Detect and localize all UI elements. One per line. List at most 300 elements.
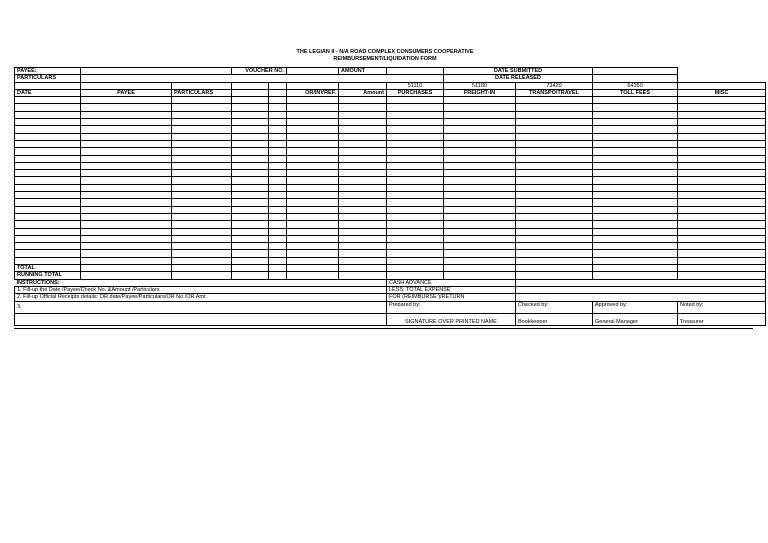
cell[interactable]: [444, 119, 516, 126]
cell[interactable]: [678, 111, 766, 118]
cell[interactable]: [232, 177, 269, 184]
cell[interactable]: [287, 126, 339, 133]
cell[interactable]: [387, 213, 444, 220]
cell[interactable]: [444, 257, 516, 264]
cell[interactable]: [172, 155, 232, 162]
cell[interactable]: [678, 97, 766, 104]
cell[interactable]: [339, 235, 387, 242]
cell[interactable]: [232, 162, 269, 169]
cell[interactable]: [172, 243, 232, 250]
cell[interactable]: [81, 221, 172, 228]
cell[interactable]: [593, 140, 678, 147]
cell[interactable]: [516, 192, 593, 199]
cell[interactable]: [444, 126, 516, 133]
cell[interactable]: [339, 155, 387, 162]
cell[interactable]: [15, 177, 81, 184]
date-submitted-field[interactable]: [593, 68, 678, 75]
cell[interactable]: [444, 250, 516, 257]
cell[interactable]: [387, 104, 444, 111]
cell[interactable]: [593, 213, 678, 220]
cell[interactable]: [15, 140, 81, 147]
cell[interactable]: [232, 272, 269, 279]
cell[interactable]: [387, 192, 444, 199]
cell[interactable]: [516, 133, 593, 140]
cell[interactable]: [444, 162, 516, 169]
cell[interactable]: [678, 119, 766, 126]
cell[interactable]: [387, 97, 444, 104]
cell[interactable]: [232, 184, 269, 191]
cell[interactable]: [593, 162, 678, 169]
cell[interactable]: [172, 213, 232, 220]
cell[interactable]: [339, 206, 387, 213]
cell[interactable]: [172, 97, 232, 104]
cell[interactable]: [269, 235, 287, 242]
cell[interactable]: [172, 177, 232, 184]
cell[interactable]: [339, 104, 387, 111]
cell[interactable]: [287, 213, 339, 220]
cell[interactable]: [516, 126, 593, 133]
cell[interactable]: [15, 162, 81, 169]
cell[interactable]: [339, 119, 387, 126]
cell[interactable]: [81, 235, 172, 242]
cell[interactable]: [287, 221, 339, 228]
cell[interactable]: [339, 177, 387, 184]
cell[interactable]: [232, 97, 269, 104]
cell[interactable]: [81, 133, 172, 140]
cell[interactable]: [81, 148, 172, 155]
cell[interactable]: [678, 192, 766, 199]
cell[interactable]: [678, 250, 766, 257]
cell[interactable]: [444, 97, 516, 104]
cell[interactable]: [387, 148, 444, 155]
cell[interactable]: [287, 206, 339, 213]
cell[interactable]: [678, 235, 766, 242]
cell[interactable]: [516, 199, 593, 206]
cell[interactable]: [516, 140, 593, 147]
cell[interactable]: [172, 199, 232, 206]
cell[interactable]: [232, 155, 269, 162]
cell[interactable]: [269, 199, 287, 206]
cell[interactable]: [269, 104, 287, 111]
cell[interactable]: [593, 155, 678, 162]
cell[interactable]: [339, 148, 387, 155]
cell[interactable]: [269, 272, 287, 279]
payee-field[interactable]: [81, 68, 232, 75]
cell[interactable]: [269, 243, 287, 250]
cell[interactable]: [678, 104, 766, 111]
cell[interactable]: [81, 213, 172, 220]
cell[interactable]: [232, 170, 269, 177]
cell[interactable]: [81, 257, 172, 264]
cell[interactable]: [81, 184, 172, 191]
cell[interactable]: [15, 228, 81, 235]
cell[interactable]: [269, 228, 287, 235]
cell[interactable]: [339, 221, 387, 228]
cell[interactable]: [232, 235, 269, 242]
cell[interactable]: [593, 228, 678, 235]
cell[interactable]: [444, 243, 516, 250]
cell[interactable]: [15, 148, 81, 155]
cell[interactable]: [678, 221, 766, 228]
cell[interactable]: [339, 228, 387, 235]
cell[interactable]: [678, 170, 766, 177]
cell[interactable]: [172, 119, 232, 126]
cell[interactable]: [678, 184, 766, 191]
cell[interactable]: [387, 206, 444, 213]
cell[interactable]: [232, 206, 269, 213]
cell[interactable]: [387, 177, 444, 184]
cell[interactable]: [232, 148, 269, 155]
cell[interactable]: [516, 119, 593, 126]
date-released-field[interactable]: [593, 75, 678, 82]
cell[interactable]: [678, 228, 766, 235]
cell[interactable]: [172, 257, 232, 264]
cell[interactable]: [678, 257, 766, 264]
cell[interactable]: [172, 104, 232, 111]
cell[interactable]: [232, 192, 269, 199]
cell[interactable]: [269, 155, 287, 162]
cell[interactable]: [444, 111, 516, 118]
cell[interactable]: [516, 228, 593, 235]
cell[interactable]: [269, 119, 287, 126]
cell[interactable]: [172, 221, 232, 228]
cell[interactable]: [593, 148, 678, 155]
cell[interactable]: [339, 140, 387, 147]
cash-advance-field[interactable]: [516, 279, 766, 286]
cell[interactable]: [593, 265, 678, 272]
cell[interactable]: [593, 184, 678, 191]
cell[interactable]: [269, 126, 287, 133]
cell[interactable]: [593, 221, 678, 228]
cell[interactable]: [444, 184, 516, 191]
voucher-no-field[interactable]: [287, 68, 339, 75]
cell[interactable]: [15, 155, 81, 162]
cell[interactable]: [287, 155, 339, 162]
cell[interactable]: [387, 243, 444, 250]
cell[interactable]: [269, 184, 287, 191]
cell[interactable]: [387, 235, 444, 242]
cell[interactable]: [678, 126, 766, 133]
cell[interactable]: [232, 221, 269, 228]
cell[interactable]: [593, 206, 678, 213]
cell[interactable]: [516, 265, 593, 272]
cell[interactable]: [269, 257, 287, 264]
cell[interactable]: [287, 97, 339, 104]
cell[interactable]: [269, 265, 287, 272]
cell[interactable]: [387, 199, 444, 206]
cell[interactable]: [81, 97, 172, 104]
cell[interactable]: [269, 111, 287, 118]
cell[interactable]: [387, 155, 444, 162]
cell[interactable]: [339, 243, 387, 250]
cell[interactable]: [269, 177, 287, 184]
cell[interactable]: [232, 119, 269, 126]
cell[interactable]: [81, 119, 172, 126]
cell[interactable]: [269, 213, 287, 220]
cell[interactable]: [678, 177, 766, 184]
cell[interactable]: [81, 177, 172, 184]
cell[interactable]: [387, 250, 444, 257]
cell[interactable]: [444, 228, 516, 235]
cell[interactable]: [387, 228, 444, 235]
cell[interactable]: [593, 170, 678, 177]
cell[interactable]: [15, 111, 81, 118]
cell[interactable]: [172, 133, 232, 140]
cell[interactable]: [232, 243, 269, 250]
cell[interactable]: [516, 162, 593, 169]
cell[interactable]: [339, 170, 387, 177]
cell[interactable]: [287, 177, 339, 184]
cell[interactable]: [287, 257, 339, 264]
cell[interactable]: [172, 184, 232, 191]
cell[interactable]: [339, 111, 387, 118]
cell[interactable]: [678, 272, 766, 279]
cell[interactable]: [593, 111, 678, 118]
cell[interactable]: [444, 148, 516, 155]
cell[interactable]: [593, 104, 678, 111]
cell[interactable]: [339, 97, 387, 104]
cell[interactable]: [593, 192, 678, 199]
cell[interactable]: [287, 184, 339, 191]
cell[interactable]: [232, 213, 269, 220]
cell[interactable]: [81, 140, 172, 147]
cell[interactable]: [516, 257, 593, 264]
cell[interactable]: [287, 265, 339, 272]
cell[interactable]: [593, 177, 678, 184]
cell[interactable]: [339, 213, 387, 220]
cell[interactable]: [678, 243, 766, 250]
cell[interactable]: [339, 192, 387, 199]
cell[interactable]: [516, 170, 593, 177]
cell[interactable]: [678, 155, 766, 162]
cell[interactable]: [516, 104, 593, 111]
cell[interactable]: [269, 206, 287, 213]
cell[interactable]: [15, 170, 81, 177]
cell[interactable]: [444, 155, 516, 162]
cell[interactable]: [81, 126, 172, 133]
amount-field[interactable]: [387, 68, 444, 75]
cell[interactable]: [15, 97, 81, 104]
cell[interactable]: [339, 199, 387, 206]
cell[interactable]: [15, 119, 81, 126]
cell[interactable]: [516, 177, 593, 184]
cell[interactable]: [232, 140, 269, 147]
cell[interactable]: [269, 250, 287, 257]
cell[interactable]: [269, 148, 287, 155]
cell[interactable]: [15, 206, 81, 213]
cell[interactable]: [81, 228, 172, 235]
cell[interactable]: [269, 170, 287, 177]
cell[interactable]: [387, 257, 444, 264]
cell[interactable]: [444, 104, 516, 111]
cell[interactable]: [287, 162, 339, 169]
cell[interactable]: [444, 170, 516, 177]
cell[interactable]: [15, 126, 81, 133]
cell[interactable]: [15, 213, 81, 220]
cell[interactable]: [593, 257, 678, 264]
cell[interactable]: [593, 250, 678, 257]
cell[interactable]: [269, 133, 287, 140]
cell[interactable]: [444, 140, 516, 147]
less-total-expense-field[interactable]: [516, 286, 766, 293]
cell[interactable]: [287, 235, 339, 242]
cell[interactable]: [81, 199, 172, 206]
cell[interactable]: [444, 272, 516, 279]
particulars-field[interactable]: [81, 75, 444, 82]
cell[interactable]: [678, 206, 766, 213]
cell[interactable]: [15, 199, 81, 206]
cell[interactable]: [81, 155, 172, 162]
cell[interactable]: [287, 111, 339, 118]
cell[interactable]: [339, 162, 387, 169]
cell[interactable]: [81, 206, 172, 213]
cell[interactable]: [15, 133, 81, 140]
cell[interactable]: [516, 272, 593, 279]
cell[interactable]: [81, 265, 172, 272]
cell[interactable]: [387, 272, 444, 279]
cell[interactable]: [269, 140, 287, 147]
cell[interactable]: [593, 235, 678, 242]
cell[interactable]: [287, 119, 339, 126]
cell[interactable]: [81, 170, 172, 177]
for-reimburse-field[interactable]: [516, 294, 766, 301]
cell[interactable]: [81, 111, 172, 118]
cell[interactable]: [81, 192, 172, 199]
cell[interactable]: [516, 148, 593, 155]
cell[interactable]: [172, 111, 232, 118]
cell[interactable]: [444, 192, 516, 199]
cell[interactable]: [593, 126, 678, 133]
cell[interactable]: [516, 235, 593, 242]
cell[interactable]: [232, 265, 269, 272]
cell[interactable]: [287, 228, 339, 235]
cell[interactable]: [387, 221, 444, 228]
cell[interactable]: [444, 235, 516, 242]
cell[interactable]: [81, 272, 172, 279]
cell[interactable]: [444, 206, 516, 213]
cell[interactable]: [593, 199, 678, 206]
cell[interactable]: [232, 250, 269, 257]
cell[interactable]: [269, 192, 287, 199]
cell[interactable]: [516, 97, 593, 104]
cell[interactable]: [172, 206, 232, 213]
cell[interactable]: [15, 184, 81, 191]
cell[interactable]: [232, 111, 269, 118]
cell[interactable]: [172, 228, 232, 235]
cell[interactable]: [172, 235, 232, 242]
cell[interactable]: [232, 257, 269, 264]
cell[interactable]: [172, 148, 232, 155]
cell[interactable]: [172, 140, 232, 147]
cell[interactable]: [15, 257, 81, 264]
cell[interactable]: [287, 148, 339, 155]
cell[interactable]: [172, 272, 232, 279]
cell[interactable]: [287, 272, 339, 279]
cell[interactable]: [387, 119, 444, 126]
cell[interactable]: [678, 133, 766, 140]
cell[interactable]: [232, 104, 269, 111]
cell[interactable]: [287, 199, 339, 206]
cell[interactable]: [444, 199, 516, 206]
cell[interactable]: [387, 265, 444, 272]
cell[interactable]: [678, 265, 766, 272]
cell[interactable]: [232, 199, 269, 206]
cell[interactable]: [339, 257, 387, 264]
cell[interactable]: [232, 126, 269, 133]
cell[interactable]: [339, 272, 387, 279]
cell[interactable]: [287, 104, 339, 111]
cell[interactable]: [444, 221, 516, 228]
cell[interactable]: [287, 140, 339, 147]
cell[interactable]: [444, 265, 516, 272]
cell[interactable]: [387, 170, 444, 177]
cell[interactable]: [81, 250, 172, 257]
cell[interactable]: [678, 148, 766, 155]
cell[interactable]: [516, 111, 593, 118]
cell[interactable]: [444, 177, 516, 184]
cell[interactable]: [287, 192, 339, 199]
cell[interactable]: [172, 170, 232, 177]
cell[interactable]: [81, 104, 172, 111]
cell[interactable]: [678, 140, 766, 147]
cell[interactable]: [287, 243, 339, 250]
cell[interactable]: [516, 184, 593, 191]
cell[interactable]: [593, 272, 678, 279]
cell[interactable]: [387, 140, 444, 147]
cell[interactable]: [678, 213, 766, 220]
cell[interactable]: [15, 221, 81, 228]
cell[interactable]: [172, 126, 232, 133]
cell[interactable]: [339, 126, 387, 133]
cell[interactable]: [387, 126, 444, 133]
cell[interactable]: [593, 243, 678, 250]
cell[interactable]: [387, 133, 444, 140]
cell[interactable]: [172, 162, 232, 169]
cell[interactable]: [269, 162, 287, 169]
cell[interactable]: [232, 228, 269, 235]
cell[interactable]: [593, 97, 678, 104]
cell[interactable]: [172, 265, 232, 272]
cell[interactable]: [387, 184, 444, 191]
cell[interactable]: [516, 250, 593, 257]
cell[interactable]: [15, 235, 81, 242]
cell[interactable]: [81, 162, 172, 169]
cell[interactable]: [593, 119, 678, 126]
cell[interactable]: [444, 213, 516, 220]
cell[interactable]: [81, 243, 172, 250]
cell[interactable]: [516, 155, 593, 162]
cell[interactable]: [172, 250, 232, 257]
cell[interactable]: [516, 243, 593, 250]
cell[interactable]: [287, 170, 339, 177]
cell[interactable]: [593, 133, 678, 140]
cell[interactable]: [678, 162, 766, 169]
cell[interactable]: [444, 133, 516, 140]
cell[interactable]: [339, 133, 387, 140]
cell[interactable]: [516, 213, 593, 220]
cell[interactable]: [15, 104, 81, 111]
cell[interactable]: [232, 133, 269, 140]
cell[interactable]: [339, 184, 387, 191]
cell[interactable]: [339, 250, 387, 257]
cell[interactable]: [15, 192, 81, 199]
cell[interactable]: [172, 192, 232, 199]
cell[interactable]: [15, 243, 81, 250]
cell[interactable]: [339, 265, 387, 272]
cell[interactable]: [387, 162, 444, 169]
cell[interactable]: [269, 221, 287, 228]
cell[interactable]: [269, 97, 287, 104]
